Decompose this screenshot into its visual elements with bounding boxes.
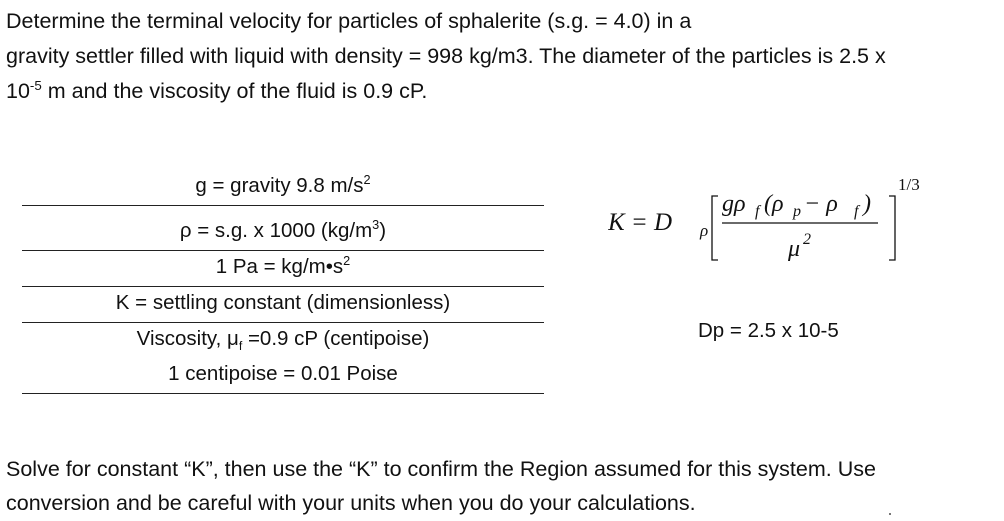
centipoise-definition: 1 centipoise = 0.01 Poise [168, 362, 398, 385]
density-exponent: 3 [372, 217, 380, 233]
density-tail: ) [379, 219, 387, 242]
exponent-value: -5 [29, 77, 42, 93]
formula-paren-open: (ρ [764, 191, 784, 217]
formula-lhs-subscript: ρ [700, 221, 709, 240]
formula-lhs: K = D [608, 209, 673, 236]
formula-outer-exponent: 1/3 [898, 178, 920, 194]
formula-particle-subscript: p [793, 203, 801, 220]
viscosity-subscript: f [238, 339, 243, 354]
viscosity-pre: Viscosity, μ [136, 327, 239, 350]
table-divider [22, 393, 544, 394]
exponent-base: 10 [6, 79, 30, 103]
formula-numerator: gρ [722, 191, 746, 217]
formula-minus-fluid: − ρ [804, 191, 838, 217]
formula-denominator-exponent: 2 [803, 231, 811, 248]
particle-diameter: Dp = 2.5 x 10-5 [698, 319, 839, 342]
right-bracket [889, 196, 895, 260]
settling-constant-formula [608, 178, 988, 268]
instructions-line-2: conversion and be careful with your units when you do your calculations. [6, 491, 696, 515]
pascal-definition [22, 251, 544, 286]
pascal-text: 1 Pa = kg/m•s [215, 255, 344, 278]
table-divider [22, 205, 544, 206]
viscosity-definition [22, 323, 544, 358]
pascal-exponent: 2 [343, 253, 351, 269]
definitions-table [22, 170, 544, 394]
problem-line-3-rest: m and the viscosity of the fluid is 0.9 cP. [41, 79, 428, 103]
instructions-line-1: Solve for constant “K”, then use the “K” to confirm the Region assumed for this system. Use [6, 457, 876, 481]
formula-numerator-subscript: f [755, 203, 760, 220]
problem-line-2: gravity settler filled with liquid with density = 998 kg/m3. The diameter of the particles is 2.5 x [6, 44, 886, 68]
gravity-exponent: 2 [363, 172, 371, 188]
problem-statement [6, 4, 1001, 109]
formula-paren-close: ) [863, 191, 871, 217]
left-bracket [712, 196, 718, 260]
problem-line-3 [6, 74, 1001, 109]
gravity-text: g = gravity 9.8 m/s [195, 174, 364, 197]
formula-denominator: μ [788, 236, 801, 262]
density-text: ρ = s.g. x 1000 (kg/m [179, 219, 373, 242]
formula-fluid-subscript: f [854, 203, 859, 220]
instructions [6, 452, 1001, 520]
problem-line-1: Determine the terminal velocity for particles of sphalerite (s.g. = 4.0) in a [6, 9, 692, 33]
density-definition [22, 215, 544, 250]
viscosity-post: =0.9 cP (centipoise) [242, 327, 430, 350]
scan-speck [889, 513, 891, 515]
settling-constant-definition: K = settling constant (dimensionless) [115, 291, 451, 314]
gravity-definition [22, 170, 544, 205]
